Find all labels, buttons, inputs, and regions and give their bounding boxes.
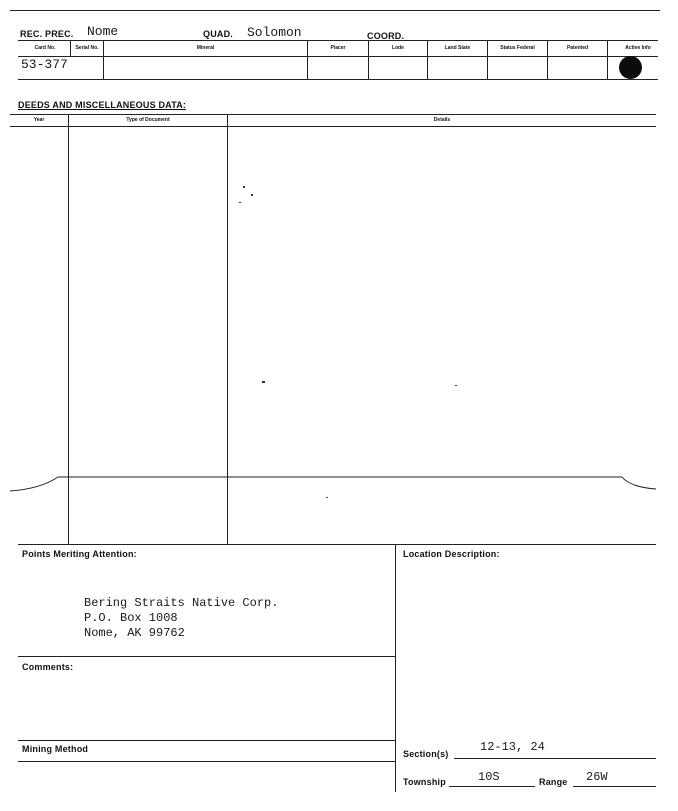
sections-value: 12-13, 24 [480,740,545,754]
quad-label: QUAD. [203,29,233,39]
coord-label: COORD. [367,31,405,41]
col-header-card-no: Card No. [34,44,56,51]
col-header-land-state: Land State [444,44,471,51]
location-description-label: Location Description: [403,549,500,559]
points-meriting-attention-label: Points Meriting Attention: [22,549,137,559]
speck [251,194,253,196]
sections-underline [454,758,656,759]
deeds-section-title: DEEDS AND MISCELLANEOUS DATA: [18,100,187,110]
range-label: Range [539,777,568,787]
claims-table-header-rule [18,56,658,57]
mining-method-bottom-rule [18,761,395,762]
col-header-active-info: Active Info [625,44,651,51]
col-header-details: Details [433,117,451,123]
speck [262,381,265,383]
lower-top-rule [18,544,656,545]
speck [239,202,241,203]
col-header-status-federal: Status Federal [500,44,535,51]
address-line: Nome, AK 99762 [84,626,185,640]
deeds-header-rule [10,126,656,127]
rec-prec-label: REC. PREC. [20,29,74,39]
township-underline [449,786,535,787]
comments-label: Comments: [22,662,74,672]
col-header-type-of-document: Type of Document [126,117,170,123]
address-line: Bering Straits Native Corp. [84,596,279,610]
range-value: 26W [586,770,608,784]
claims-divider [607,40,608,79]
range-underline [573,786,656,787]
address-line: P.O. Box 1008 [84,611,178,625]
col-header-patented: Patented [566,44,589,51]
page-fold-line [0,465,678,495]
speck [326,497,328,498]
speck [455,385,457,386]
lower-center-divider [395,544,396,792]
quad-value: Solomon [247,25,302,40]
col-header-lode: Lode [392,44,404,51]
township-value: 10S [478,770,500,784]
speck [243,186,245,188]
col-header-year: Year [33,117,45,123]
hole-punch-mark [619,56,642,79]
mining-method-label: Mining Method [22,744,89,754]
col-header-mineral: Mineral [196,44,215,51]
card-no-value: 53-377 [21,57,68,72]
top-rule [10,10,660,11]
claims-table-bottom-rule [18,79,658,80]
col-header-serial-no: Serial No. [75,44,99,51]
mining-method-rule [18,740,395,741]
comments-rule [18,656,395,657]
col-header-placer: Placer [330,44,346,51]
sections-label: Section(s) [403,749,449,759]
owner-address [84,596,278,641]
township-label: Township [403,777,446,787]
rec-prec-value: Nome [87,24,119,39]
